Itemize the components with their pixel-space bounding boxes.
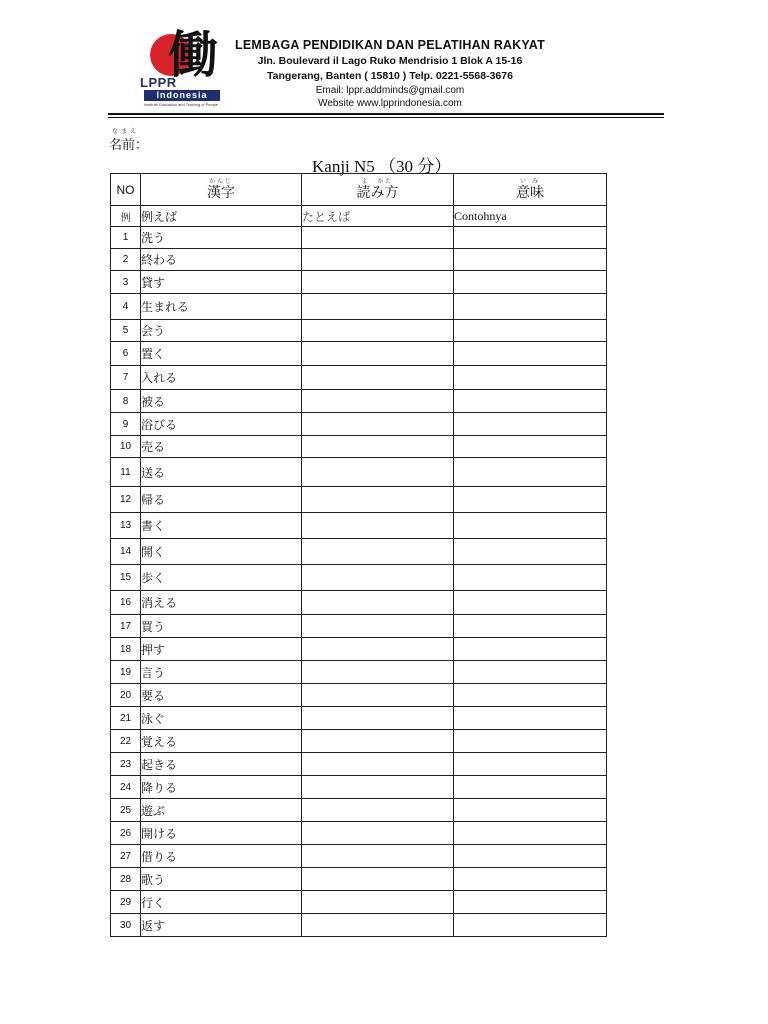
- row-reading-answer[interactable]: [302, 914, 454, 937]
- row-meaning-answer[interactable]: [454, 271, 607, 294]
- row-reading-answer[interactable]: [302, 513, 454, 539]
- table-row: [111, 513, 607, 539]
- table-row: [111, 730, 607, 753]
- header-reading: [302, 174, 454, 206]
- row-kanji-word: 借りる: [141, 845, 302, 868]
- table-row: [111, 799, 607, 822]
- row-kanji-word: 要る: [141, 684, 302, 707]
- table-row: [111, 615, 607, 638]
- table-row: [111, 320, 607, 342]
- table-row: [111, 271, 607, 294]
- table-row: [111, 891, 607, 914]
- row-reading-answer[interactable]: [302, 615, 454, 638]
- row-meaning-answer[interactable]: [454, 513, 607, 539]
- organization-name: LEMBAGA PENDIDIKAN DAN PELATIHAN RAKYAT: [235, 38, 545, 52]
- row-kanji-word: 貸す: [141, 271, 302, 294]
- table-row: [111, 227, 607, 249]
- row-number: 21: [111, 707, 141, 730]
- email: Email: lppr.addminds@gmail.com: [315, 85, 465, 96]
- header-divider-thick: [108, 113, 664, 115]
- row-meaning-answer[interactable]: [454, 914, 607, 937]
- row-number: 17: [111, 615, 141, 638]
- row-reading-answer[interactable]: [302, 638, 454, 661]
- row-meaning-answer[interactable]: [454, 684, 607, 707]
- row-reading-answer[interactable]: [302, 684, 454, 707]
- row-kanji-word: 売る: [141, 436, 302, 458]
- row-number: 3: [111, 271, 141, 294]
- row-reading-answer[interactable]: [302, 436, 454, 458]
- header-divider-thin: [108, 117, 664, 118]
- row-number: 7: [111, 366, 141, 390]
- table-row: [111, 294, 607, 320]
- header-kanji-label: 漢字: [207, 184, 235, 201]
- row-number: 5: [111, 320, 141, 342]
- row-kanji-word: 買う: [141, 615, 302, 638]
- table-row: [111, 845, 607, 868]
- row-meaning-answer[interactable]: [454, 845, 607, 868]
- row-meaning-answer[interactable]: [454, 227, 607, 249]
- row-kanji-word: 洗う: [141, 227, 302, 249]
- row-kanji-word: 終わる: [141, 249, 302, 271]
- table-row: [111, 487, 607, 513]
- row-meaning-answer[interactable]: [454, 436, 607, 458]
- row-kanji-word: 開く: [141, 539, 302, 565]
- row-kanji-word: 消える: [141, 591, 302, 615]
- row-reading-answer[interactable]: [302, 776, 454, 799]
- example-label: 例: [111, 206, 141, 227]
- row-reading-answer[interactable]: [302, 539, 454, 565]
- address-line-1: Jln. Boulevard il Lago Ruko Mendrisio 1 Blok A 15-16: [257, 55, 523, 67]
- header-meaning-ruby: い み: [520, 177, 540, 185]
- logo-country-banner: Indonesia: [144, 90, 220, 101]
- table-row: [111, 458, 607, 487]
- row-number: 23: [111, 753, 141, 776]
- logo-brand: LPPR: [140, 75, 177, 90]
- row-reading-answer[interactable]: [302, 591, 454, 615]
- row-number: 27: [111, 845, 141, 868]
- row-kanji-word: 生まれる: [141, 294, 302, 320]
- row-number: 9: [111, 413, 141, 436]
- table-row: [111, 914, 607, 937]
- row-reading-answer[interactable]: [302, 413, 454, 436]
- table-row: [111, 565, 607, 591]
- row-meaning-answer[interactable]: [454, 487, 607, 513]
- header-reading-ruby: よ かた: [361, 177, 394, 185]
- row-number: 4: [111, 294, 141, 320]
- row-meaning-answer[interactable]: [454, 320, 607, 342]
- table-row: [111, 638, 607, 661]
- row-number: 15: [111, 565, 141, 591]
- logo-tagline: Institute Education and Training of People: [144, 102, 219, 107]
- row-meaning-answer[interactable]: [454, 891, 607, 914]
- example-word: 例えば: [141, 206, 302, 227]
- row-meaning-answer[interactable]: [454, 799, 607, 822]
- row-number: 26: [111, 822, 141, 845]
- logo-kanji: 働: [168, 25, 218, 84]
- row-kanji-word: 置く: [141, 342, 302, 366]
- row-reading-answer[interactable]: [302, 822, 454, 845]
- row-number: 19: [111, 661, 141, 684]
- row-reading-answer[interactable]: [302, 487, 454, 513]
- table-row: [111, 366, 607, 390]
- row-kanji-word: 入れる: [141, 366, 302, 390]
- example-reading: たとえば: [302, 206, 454, 227]
- row-kanji-word: 泳ぐ: [141, 707, 302, 730]
- row-meaning-answer[interactable]: [454, 615, 607, 638]
- table-row: [111, 342, 607, 366]
- table-row: [111, 684, 607, 707]
- table-row: [111, 413, 607, 436]
- row-kanji-word: 被る: [141, 390, 302, 413]
- row-meaning-answer[interactable]: [454, 342, 607, 366]
- row-reading-answer[interactable]: [302, 868, 454, 891]
- row-number: 29: [111, 891, 141, 914]
- row-number: 1: [111, 227, 141, 249]
- row-kanji-word: 送る: [141, 458, 302, 487]
- table-row: [111, 707, 607, 730]
- table-row: [111, 661, 607, 684]
- row-meaning-answer[interactable]: [454, 730, 607, 753]
- row-number: 25: [111, 799, 141, 822]
- table-row: [111, 390, 607, 413]
- row-reading-answer[interactable]: [302, 366, 454, 390]
- address-line-2: Tangerang, Banten ( 15810 ) Telp. 0221-5568-3676: [267, 70, 513, 82]
- row-meaning-answer[interactable]: [454, 366, 607, 390]
- row-kanji-word: 歌う: [141, 868, 302, 891]
- header-meaning-label: 意味: [516, 184, 544, 201]
- example-row: [111, 206, 607, 227]
- row-meaning-answer[interactable]: [454, 822, 607, 845]
- row-reading-answer[interactable]: [302, 730, 454, 753]
- table-row: [111, 776, 607, 799]
- kanji-table: [110, 173, 607, 937]
- row-reading-answer[interactable]: [302, 891, 454, 914]
- row-meaning-answer[interactable]: [454, 458, 607, 487]
- table-row: [111, 249, 607, 271]
- row-kanji-word: 覚える: [141, 730, 302, 753]
- row-reading-answer[interactable]: [302, 799, 454, 822]
- header-reading-label: 読み方: [356, 184, 399, 201]
- row-kanji-word: 歩く: [141, 565, 302, 591]
- row-number: 2: [111, 249, 141, 271]
- row-kanji-word: 書く: [141, 513, 302, 539]
- row-reading-answer[interactable]: [302, 227, 454, 249]
- row-number: 24: [111, 776, 141, 799]
- table-row: [111, 868, 607, 891]
- row-reading-answer[interactable]: [302, 271, 454, 294]
- row-kanji-word: 返す: [141, 914, 302, 937]
- row-kanji-word: 押す: [141, 638, 302, 661]
- row-meaning-answer[interactable]: [454, 753, 607, 776]
- row-reading-answer[interactable]: [302, 320, 454, 342]
- row-reading-answer[interactable]: [302, 707, 454, 730]
- row-number: 6: [111, 342, 141, 366]
- row-meaning-answer[interactable]: [454, 565, 607, 591]
- row-kanji-word: 浴びる: [141, 413, 302, 436]
- row-number: 30: [111, 914, 141, 937]
- table-row: [111, 539, 607, 565]
- row-meaning-answer[interactable]: [454, 249, 607, 271]
- row-meaning-answer[interactable]: [454, 390, 607, 413]
- row-reading-answer[interactable]: [302, 661, 454, 684]
- row-number: 14: [111, 539, 141, 565]
- row-number: 18: [111, 638, 141, 661]
- row-meaning-answer[interactable]: [454, 776, 607, 799]
- row-meaning-answer[interactable]: [454, 294, 607, 320]
- row-meaning-answer[interactable]: [454, 413, 607, 436]
- table-row: [111, 591, 607, 615]
- row-reading-answer[interactable]: [302, 845, 454, 868]
- row-number: 16: [111, 591, 141, 615]
- example-meaning: Contohnya: [454, 206, 607, 227]
- header-no: NO: [111, 174, 141, 206]
- name-label: 名前：: [109, 138, 149, 153]
- row-reading-answer[interactable]: [302, 294, 454, 320]
- header-kanji-ruby: かんじ: [208, 177, 233, 185]
- worksheet-title: Kanji N5 （30 分）: [312, 157, 452, 176]
- row-number: 28: [111, 868, 141, 891]
- table-row: [111, 822, 607, 845]
- table-header-row: [111, 174, 607, 206]
- row-meaning-answer[interactable]: [454, 591, 607, 615]
- row-reading-answer[interactable]: [302, 753, 454, 776]
- row-number: 22: [111, 730, 141, 753]
- row-reading-answer[interactable]: [302, 458, 454, 487]
- name-furigana: なまえ: [112, 128, 140, 135]
- lppr-logo: [140, 25, 222, 110]
- row-number: 10: [111, 436, 141, 458]
- row-number: 12: [111, 487, 141, 513]
- header-kanji: [141, 174, 302, 206]
- table-row: [111, 753, 607, 776]
- row-number: 20: [111, 684, 141, 707]
- row-kanji-word: 行く: [141, 891, 302, 914]
- row-meaning-answer[interactable]: [454, 661, 607, 684]
- row-meaning-answer[interactable]: [454, 638, 607, 661]
- row-reading-answer[interactable]: [302, 565, 454, 591]
- row-reading-answer[interactable]: [302, 342, 454, 366]
- row-kanji-word: 遊ぶ: [141, 799, 302, 822]
- row-number: 11: [111, 458, 141, 487]
- row-reading-answer[interactable]: [302, 249, 454, 271]
- row-kanji-word: 開ける: [141, 822, 302, 845]
- row-reading-answer[interactable]: [302, 390, 454, 413]
- row-meaning-answer[interactable]: [454, 707, 607, 730]
- row-kanji-word: 会う: [141, 320, 302, 342]
- row-kanji-word: 言う: [141, 661, 302, 684]
- header-meaning: [454, 174, 607, 206]
- letterhead: [220, 36, 560, 110]
- row-kanji-word: 降りる: [141, 776, 302, 799]
- row-number: 13: [111, 513, 141, 539]
- row-number: 8: [111, 390, 141, 413]
- table-row: [111, 436, 607, 458]
- website: Website www.lpprindonesia.com: [318, 98, 462, 109]
- row-meaning-answer[interactable]: [454, 868, 607, 891]
- row-kanji-word: 起きる: [141, 753, 302, 776]
- row-meaning-answer[interactable]: [454, 539, 607, 565]
- row-kanji-word: 帰る: [141, 487, 302, 513]
